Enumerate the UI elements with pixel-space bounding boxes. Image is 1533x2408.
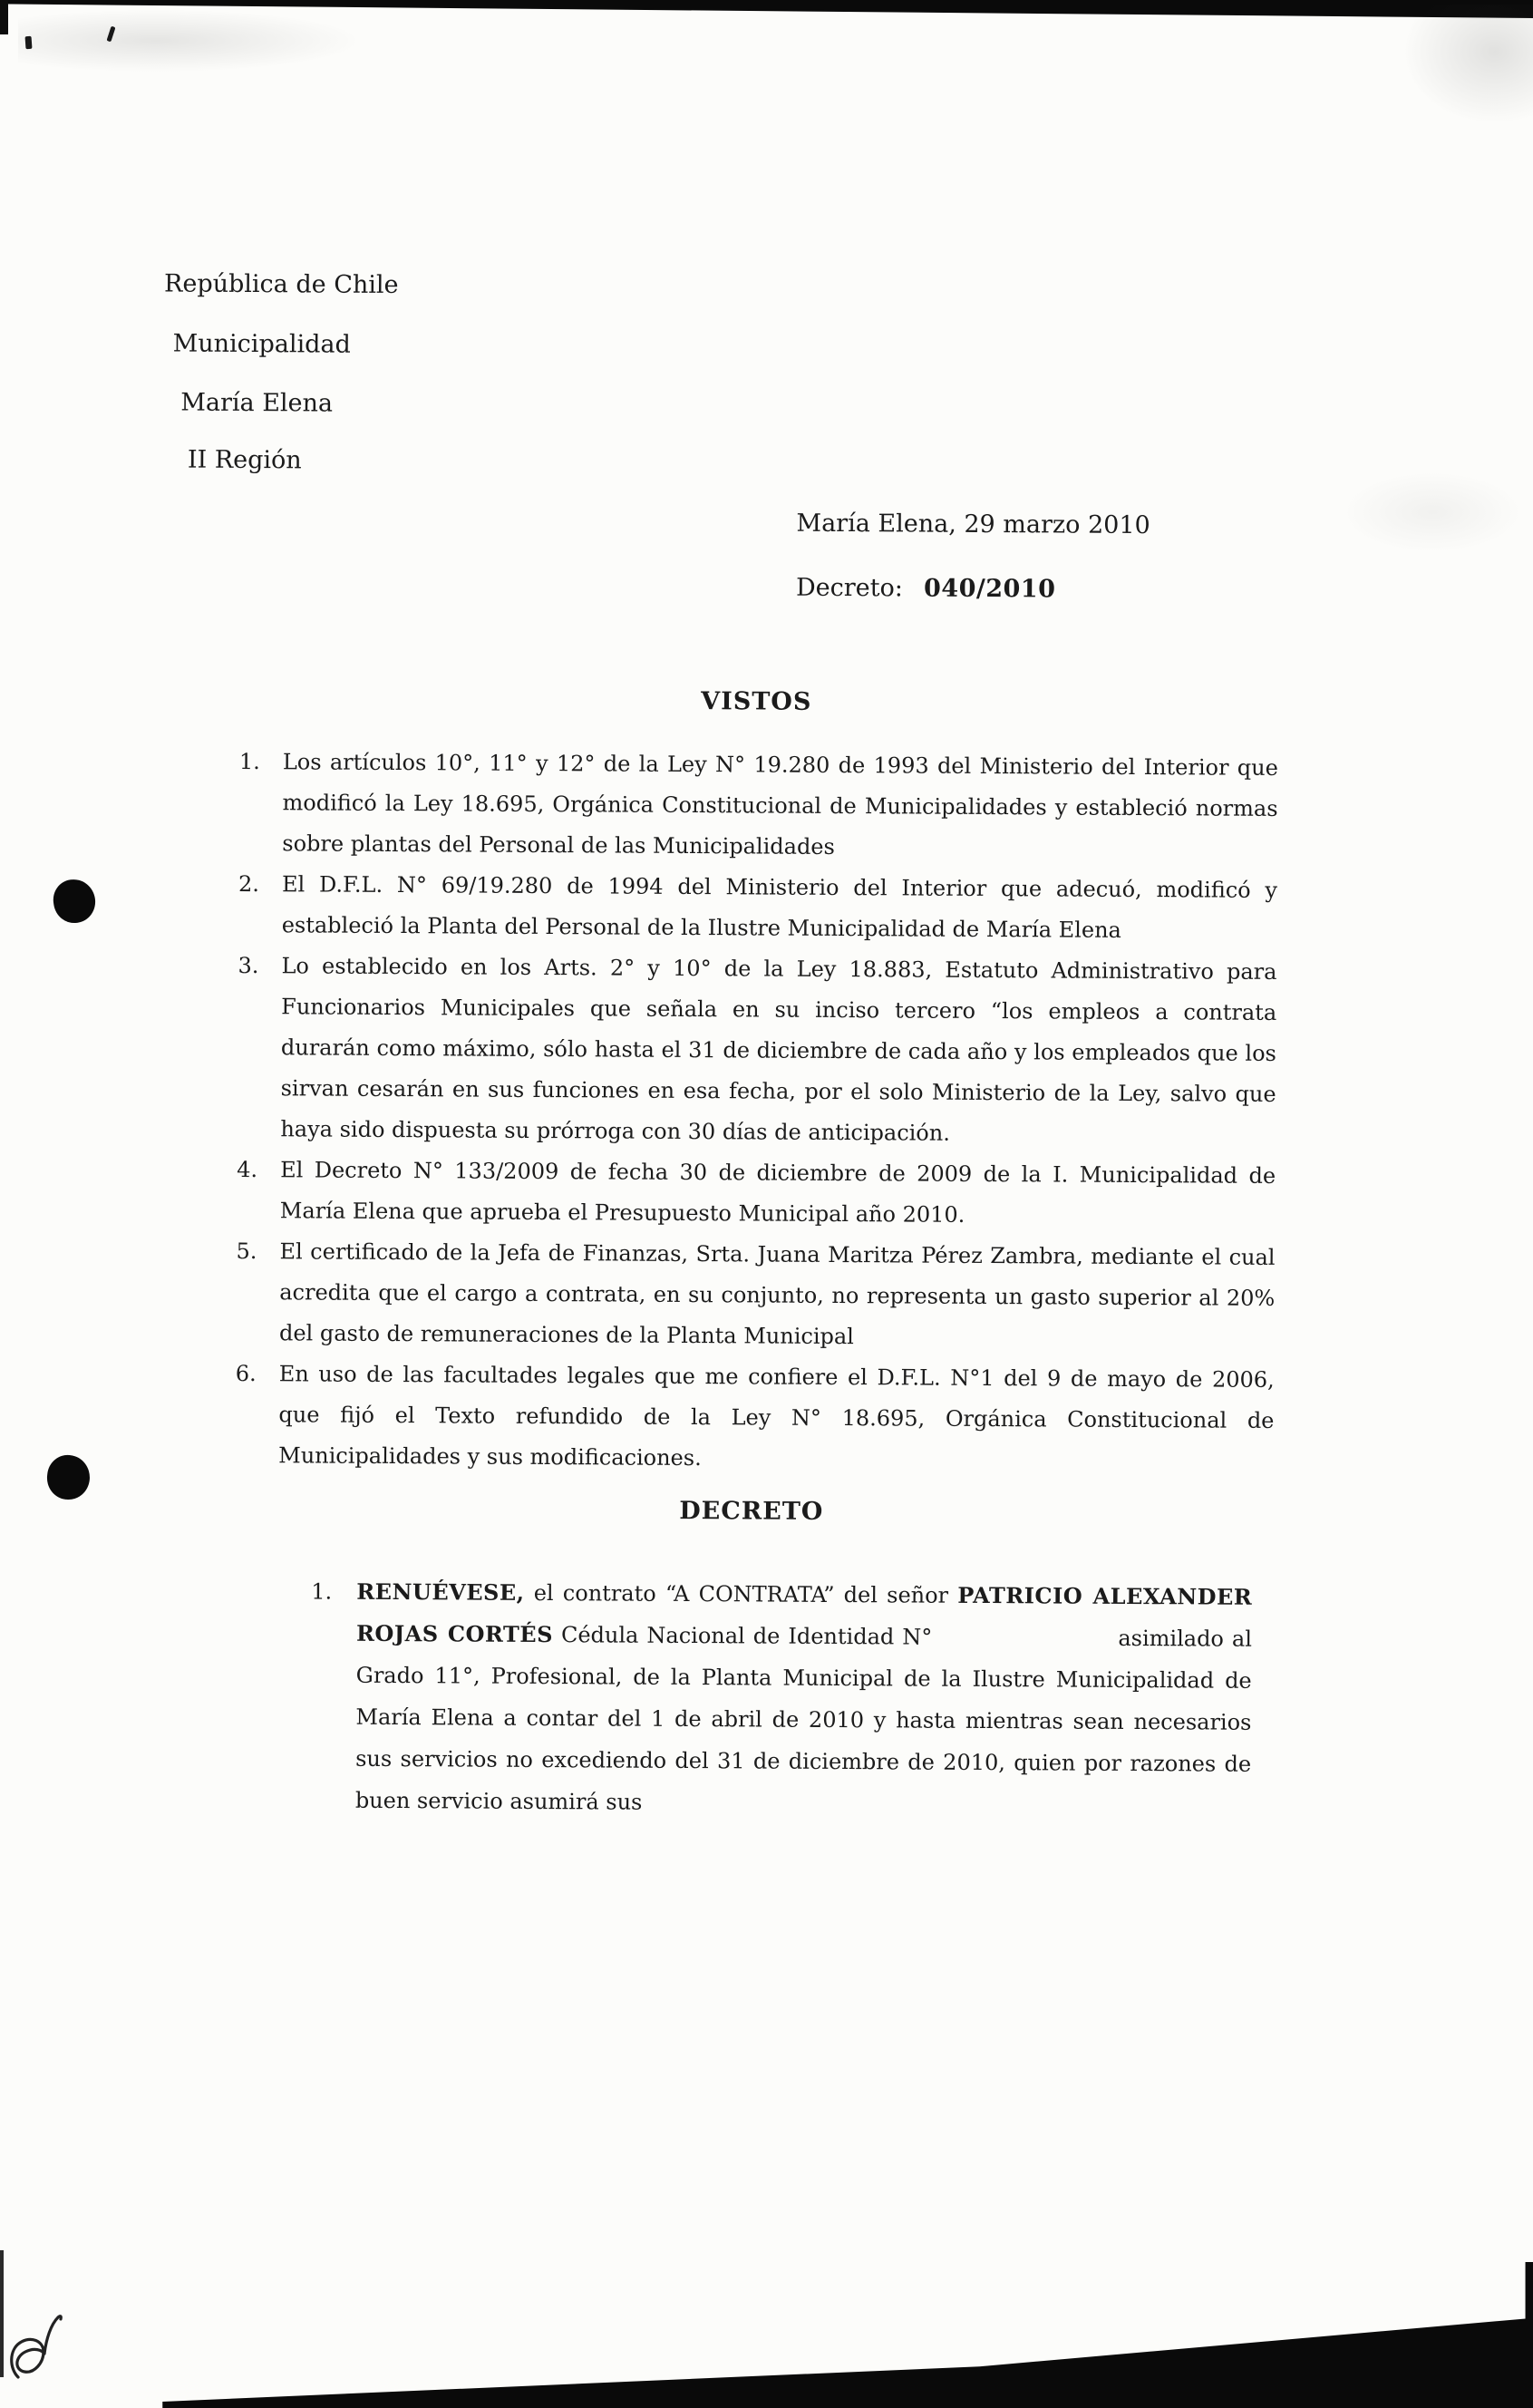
decreto-item: [306, 1570, 1253, 1826]
vistos-item: [231, 1354, 1275, 1482]
item-number: 5.: [236, 1238, 257, 1265]
decree-number: 040/2010: [923, 574, 1056, 604]
item-text: En uso de las facultades legales que me confiere el D.F.L. N°1 del 9 de mayo de 2006, que fijó el Texto refundido de la Ley N° 18.695, Orgánica Constitucional de Municipalidades y sus modificaciones.: [278, 1361, 1275, 1471]
redacted-id-gap: [940, 1644, 1118, 1646]
vistos-item: [232, 1231, 1276, 1360]
decreto-item-text: [355, 1571, 1253, 1827]
dateline: María Elena, 29 marzo 2010: [796, 509, 1150, 540]
decreto-list: [306, 1570, 1253, 1826]
person-name: PATRICIO ALEXANDER ROJAS CORTÉS: [355, 1581, 1253, 1648]
letterhead-entity: Municipalidad: [172, 329, 351, 359]
letterhead-region: II Región: [187, 445, 302, 475]
item-text: Lo establecido en los Arts. 2° y 10° de la Ley 18.883, Estatuto Administrativo para Funcionarios Municipales que señala en su inciso tercero “los empleos a contrata durarán como máximo, sólo hasta el 31 de diciembre de cada año y los empleados que los sirvan cesarán en sus funciones en esa fecha, por el solo Ministerio de la Ley, salvo que haya sido dispuesta su prórroga con 30 días de anticipación.: [280, 953, 1277, 1146]
item-text: El D.F.L. N° 69/19.280 de 1994 del Ministerio del Interior que adecuó, modificó y estableció la Planta del Personal de la Ilustre Municipalidad de María Elena: [281, 871, 1278, 943]
vistos-item: [235, 742, 1278, 870]
renuevese-keyword: RENUÉVESE,: [356, 1578, 525, 1606]
vistos-item: [233, 946, 1276, 1156]
contract-text: el contrato “A CONTRATA” del señor: [524, 1579, 958, 1608]
letterhead-country: República de Chile: [163, 269, 399, 300]
item-text: Los artículos 10°, 11° y 12° de la Ley N° 19.280 de 1993 del Ministerio del Interior que modificó la Ley 18.695, Orgánica Constitucional de Municipalidades y estableció normas sobre plantas del Personal de las Municipalidades: [282, 749, 1278, 859]
decree-label: Decreto:: [795, 573, 903, 603]
decreto-title: DECRETO: [679, 1496, 824, 1526]
item-number: 2.: [238, 870, 260, 898]
item-number: 4.: [237, 1156, 258, 1183]
item-number: 1.: [238, 748, 260, 775]
item-text: El Decreto N° 133/2009 de fecha 30 de diciembre de 2009 de la I. Municipalidad de María Elena que aprueba el Presupuesto Municipal año 2010.: [279, 1157, 1276, 1228]
decree-number-row: [796, 574, 1056, 604]
vistos-item: [233, 1150, 1276, 1238]
item-number: 6.: [235, 1360, 257, 1387]
letterhead-city: María Elena: [180, 388, 334, 418]
vistos-item: [235, 864, 1278, 952]
item-number: 1.: [311, 1578, 333, 1605]
vistos-list: [231, 742, 1278, 1482]
vistos-title: VISTOS: [701, 687, 812, 716]
item-number: 3.: [238, 952, 259, 979]
id-label: Cédula Nacional de Identidad N°: [552, 1622, 941, 1650]
item-text: El certificado de la Jefa de Finanzas, Srta. Juana Maritza Pérez Zambra, mediante el cual acredita que el cargo a contrata, en su conjunto, no representa un gasto superior al 20% del gasto de remuneraciones de la Planta Municipal: [278, 1238, 1276, 1350]
decree-body-text: asimilado al Grado 11°, Profesional, de la Planta Municipal de la Ilustre Municipalidad de María Elena a contar del 1 de abril de 2010 y hasta mientras sean necesarios sus servicios no excediendo del 31 de diciembre de 2010, quien por razones de buen servicio asumirá sus: [354, 1625, 1253, 1815]
